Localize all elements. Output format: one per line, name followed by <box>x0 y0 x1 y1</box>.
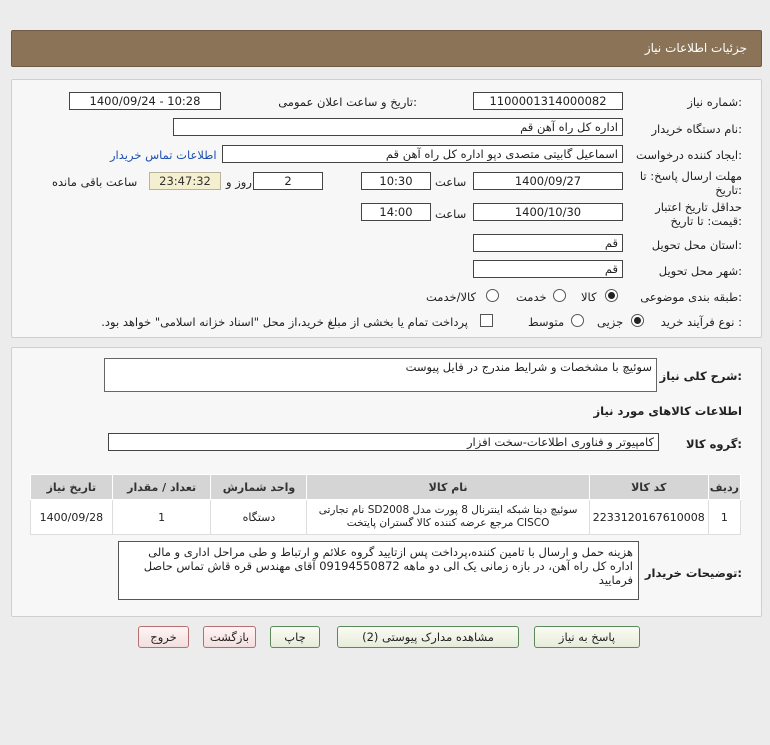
need-number-label: شماره نیاز: <box>687 95 742 109</box>
validity-time-field: 14:00 <box>361 203 431 221</box>
buyer-org-label: نام دستگاه خریدار: <box>651 122 742 136</box>
buyer-org-field: اداره کل راه آهن قم <box>173 118 623 136</box>
announce-datetime-field: 1400/09/24 - 10:28 <box>69 92 221 110</box>
goods-info-title: اطلاعات کالاهای مورد نیاز <box>593 404 742 418</box>
general-desc-label: شرح کلی نیاز: <box>659 369 742 383</box>
item-name-line1: سوئیچ دیتا شبکه اینترنال 8 پورت مدل SD2008 نام تجارتی <box>318 504 578 516</box>
process-radio-medium[interactable] <box>571 314 584 327</box>
validity-label-line2: قیمت: تا تاریخ: <box>670 214 742 228</box>
process-radio-minor[interactable] <box>631 314 644 327</box>
print-button[interactable]: چاپ <box>270 626 320 648</box>
deadline-time-label: ساعت <box>435 175 467 189</box>
exit-button[interactable]: خروج <box>138 626 189 648</box>
cell-quantity: 1 <box>112 500 211 535</box>
category-goods-label: کالا <box>581 290 597 304</box>
creator-label: ایجاد کننده درخواست: <box>636 148 742 162</box>
announce-datetime-label: تاریخ و ساعت اعلان عمومی: <box>278 95 417 109</box>
category-goods-service-label: کالا/خدمت <box>426 290 477 304</box>
province-field: قم <box>473 234 623 252</box>
buyer-notes-label: توضیحات خریدار: <box>644 566 742 580</box>
treasury-payment-checkbox[interactable] <box>480 314 493 327</box>
col-item-code: کد کالا <box>589 475 708 500</box>
deadline-date-field: 1400/09/27 <box>473 172 623 190</box>
buyer-notes-line3: فرمایید <box>598 573 633 587</box>
process-minor-label: جزیی <box>597 315 624 329</box>
buyer-notes-field <box>118 541 639 600</box>
process-type-label: نوع فرآیند خرید : <box>660 315 742 329</box>
page-title: جزئیات اطلاعات نیاز <box>644 41 747 55</box>
goods-group-field: کامپیوتر و فناوری اطلاعات-سخت افزار <box>108 433 659 451</box>
reply-button[interactable]: پاسخ به نیاز <box>534 626 640 648</box>
buyer-notes-line2: اداره کل راه آهن، در بازه زمانی یک الی دو ماهه 09194550872 آقای مهندس قره قاش تماس حاصل <box>143 559 633 573</box>
days-label: روز و <box>226 175 252 189</box>
province-label: استان محل تحویل: <box>651 238 742 252</box>
cell-item-code: 2233120167610008 <box>589 500 708 535</box>
category-radio-goods-service[interactable] <box>486 289 499 302</box>
buyer-notes-line1: هزینه حمل و ارسال با تامین کننده،پرداخت پس ازتایید گروه علائم و ارتباط و طی مراحل اداری و مالی <box>148 545 633 559</box>
validity-label <box>655 200 742 228</box>
table-row <box>31 500 741 535</box>
col-need-date: تاریخ نیاز <box>31 475 113 500</box>
col-quantity: تعداد / مقدار <box>112 475 211 500</box>
treasury-payment-note: پرداخت تمام یا بخشی از مبلغ خرید،از محل "اسناد خزانه اسلامی" خواهد بود. <box>101 315 468 329</box>
deadline-label-line2: تاریخ: <box>715 183 742 197</box>
goods-table-header <box>31 475 741 500</box>
general-desc-field: سوئیچ با مشخصات و شرایط مندرج در فایل پیوست <box>104 358 657 392</box>
process-medium-label: متوسط <box>528 315 565 329</box>
city-field: قم <box>473 260 623 278</box>
city-label: شهر محل تحویل: <box>658 264 742 278</box>
col-row: ردیف <box>708 475 740 500</box>
deadline-time-field: 10:30 <box>361 172 431 190</box>
category-service-label: خدمت <box>516 290 547 304</box>
category-radio-goods[interactable] <box>605 289 618 302</box>
buyer-contact-link[interactable]: اطلاعات تماس خریدار <box>110 148 217 162</box>
validity-time-label: ساعت <box>435 207 467 221</box>
page-header <box>11 30 762 67</box>
view-attachments-button[interactable]: مشاهده مدارک پیوستی (2) <box>337 626 519 648</box>
back-button[interactable]: بازگشت <box>203 626 256 648</box>
item-name-line2: CISCO مرجع عرضه کننده کالا گستران پایتخت <box>346 517 550 529</box>
col-item-name: نام کالا <box>307 475 589 500</box>
cell-unit: دستگاه <box>211 500 307 535</box>
creator-field: اسماعیل گابیتی متصدی دپو اداره کل راه آهن قم <box>222 145 623 163</box>
remaining-time-field: 23:47:32 <box>149 172 221 190</box>
deadline-label-line1: مهلت ارسال پاسخ: تا <box>639 169 742 183</box>
category-label: طبقه بندی موضوعی: <box>640 290 742 304</box>
cell-need-date: 1400/09/28 <box>31 500 113 535</box>
deadline-label <box>640 169 742 197</box>
need-number-field: 1100001314000082 <box>473 92 623 110</box>
validity-date-field: 1400/10/30 <box>473 203 623 221</box>
goods-group-label: گروه کالا: <box>686 437 742 451</box>
remaining-time-label: ساعت باقی مانده <box>52 175 138 189</box>
days-field: 2 <box>253 172 323 190</box>
col-unit: واحد شمارش <box>211 475 307 500</box>
category-radio-service[interactable] <box>553 289 566 302</box>
cell-row-number: 1 <box>708 500 740 535</box>
validity-label-line1: حداقل تاریخ اعتبار <box>655 200 742 214</box>
goods-table <box>30 474 741 535</box>
cell-item-name <box>307 500 589 535</box>
